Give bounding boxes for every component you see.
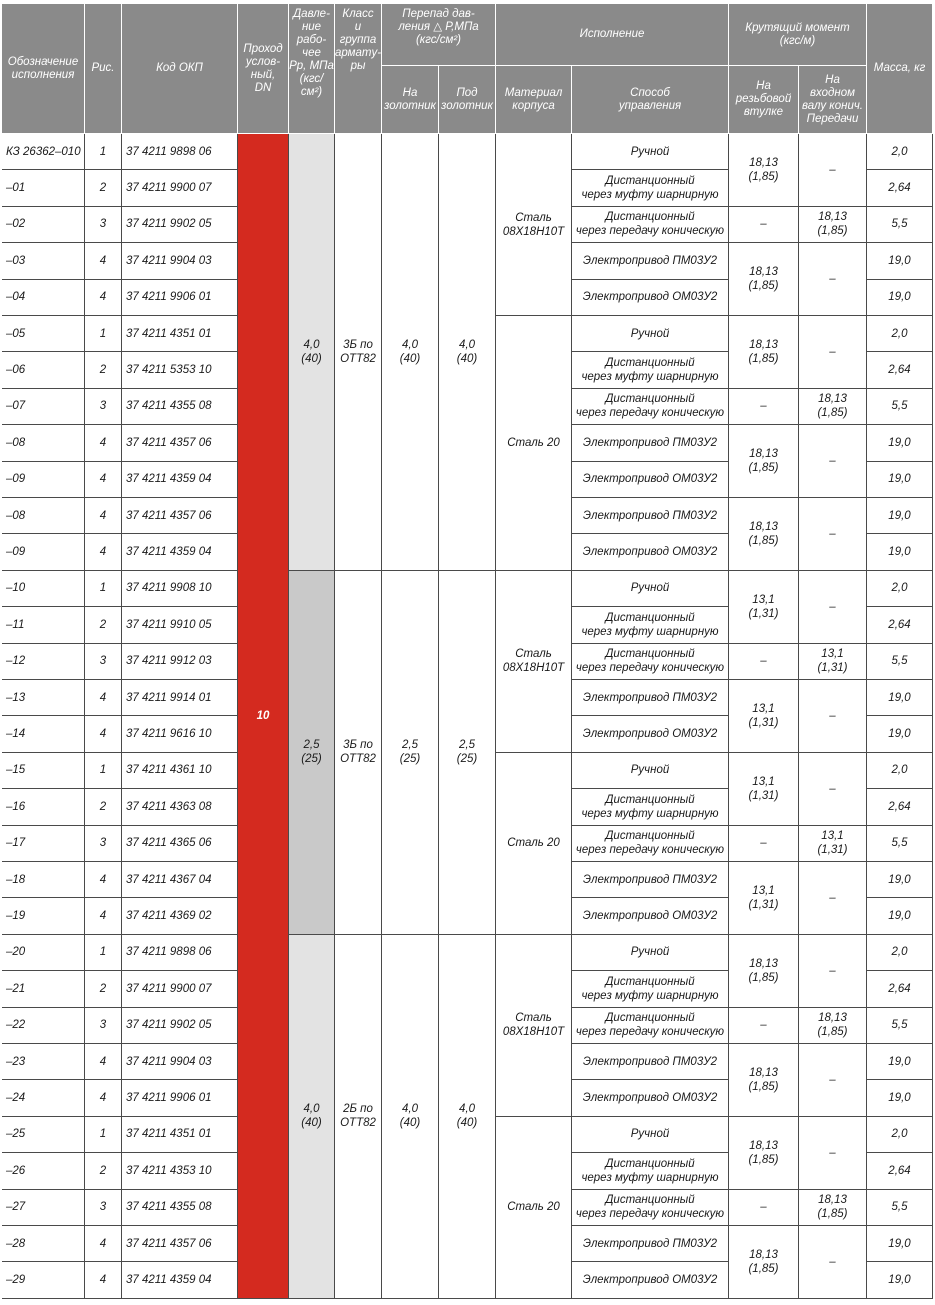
group-diff-on: 4,0 (40) (382, 134, 439, 571)
row-fig: 4 (85, 716, 122, 752)
row-fig: 4 (85, 1044, 122, 1080)
torque-shaft-cell: 18,13 (1,85) (799, 389, 867, 425)
header-control: Способ управления (572, 66, 729, 134)
torque-shaft-cell: – (799, 134, 867, 207)
row-mass: 5,5 (867, 207, 933, 243)
row-fig: 1 (85, 316, 122, 352)
row-mass: 19,0 (867, 534, 933, 570)
torque-sleeve-cell: 18,13 (1,85) (729, 498, 799, 571)
group-class: 3Б по ОТТ82 (335, 134, 382, 571)
group-pressure: 4,0 (40) (289, 935, 335, 1299)
row-control: Электропривод ОМ03У2 (572, 280, 729, 316)
row-control: Электропривод ОМ03У2 (572, 1080, 729, 1116)
row-okp: 37 4211 9616 10 (122, 716, 238, 752)
row-designation: –10 (2, 571, 85, 607)
row-mass: 19,0 (867, 1044, 933, 1080)
row-designation: –27 (2, 1190, 85, 1226)
header-mass: Масса, кг (867, 4, 933, 134)
row-designation: –01 (2, 170, 85, 206)
row-control: Ручной (572, 134, 729, 170)
row-okp: 37 4211 4361 10 (122, 753, 238, 789)
row-control: Дистанционный через передачу коническую (572, 207, 729, 243)
torque-shaft-cell: 13,1 (1,31) (799, 826, 867, 862)
torque-sleeve-cell: 18,13 (1,85) (729, 935, 799, 1008)
row-okp: 37 4211 4357 06 (122, 425, 238, 461)
row-designation: –17 (2, 826, 85, 862)
row-fig: 4 (85, 1226, 122, 1262)
row-fig: 2 (85, 170, 122, 206)
row-fig: 3 (85, 826, 122, 862)
row-mass: 19,0 (867, 498, 933, 534)
row-mass: 2,64 (867, 170, 933, 206)
row-designation: –28 (2, 1226, 85, 1262)
torque-shaft-cell: – (799, 243, 867, 316)
torque-sleeve-cell: – (729, 1008, 799, 1044)
row-fig: 3 (85, 644, 122, 680)
row-okp: 37 4211 9910 05 (122, 607, 238, 643)
header-torque: Крутящий момент (кгс/м) (729, 4, 867, 66)
row-fig: 4 (85, 243, 122, 279)
header-designation: Обозначение исполнения (2, 4, 85, 134)
torque-shaft-cell: – (799, 753, 867, 826)
torque-shaft-cell: 18,13 (1,85) (799, 207, 867, 243)
row-control: Дистанционный через передачу коническую (572, 1190, 729, 1226)
row-control: Электропривод ПМ03У2 (572, 680, 729, 716)
torque-sleeve-cell: 18,13 (1,85) (729, 134, 799, 207)
row-okp: 37 4211 9906 01 (122, 1080, 238, 1116)
row-control: Электропривод ПМ03У2 (572, 1226, 729, 1262)
row-control: Электропривод ОМ03У2 (572, 898, 729, 934)
row-fig: 2 (85, 352, 122, 388)
row-control: Дистанционный через муфту шарнирную (572, 352, 729, 388)
row-control: Ручной (572, 753, 729, 789)
row-mass: 19,0 (867, 425, 933, 461)
torque-sleeve-cell: – (729, 1190, 799, 1226)
row-control: Дистанционный через муфту шарнирную (572, 607, 729, 643)
row-control: Ручной (572, 316, 729, 352)
row-control: Дистанционный через муфту шарнирную (572, 1153, 729, 1189)
row-designation: –02 (2, 207, 85, 243)
row-control: Электропривод ПМ03У2 (572, 425, 729, 461)
row-control: Ручной (572, 571, 729, 607)
header-diff-on: На золотник (382, 66, 439, 134)
group-diff-under: 2,5 (25) (439, 571, 496, 935)
row-mass: 2,0 (867, 753, 933, 789)
row-okp: 37 4211 4351 01 (122, 316, 238, 352)
row-control: Электропривод ПМ03У2 (572, 243, 729, 279)
row-fig: 3 (85, 1190, 122, 1226)
row-okp: 37 4211 9902 05 (122, 207, 238, 243)
row-okp: 37 4211 5353 10 (122, 352, 238, 388)
row-fig: 2 (85, 1153, 122, 1189)
row-fig: 2 (85, 971, 122, 1007)
header-torque-shaft: На входном валу конич. Передачи (799, 66, 867, 134)
torque-shaft-cell: – (799, 1044, 867, 1117)
row-control: Электропривод ПМ03У2 (572, 1044, 729, 1080)
row-okp: 37 4211 4369 02 (122, 898, 238, 934)
row-control: Дистанционный через муфту шарнирную (572, 170, 729, 206)
row-designation: –13 (2, 680, 85, 716)
torque-shaft-cell: – (799, 425, 867, 498)
torque-sleeve-cell: 13,1 (1,31) (729, 571, 799, 644)
row-okp: 37 4211 4357 06 (122, 1226, 238, 1262)
row-control: Дистанционный через муфту шарнирную (572, 971, 729, 1007)
row-control: Электропривод ОМ03У2 (572, 534, 729, 570)
torque-sleeve-cell: – (729, 207, 799, 243)
row-fig: 1 (85, 134, 122, 170)
torque-sleeve-cell: 13,1 (1,31) (729, 680, 799, 753)
row-okp: 37 4211 9900 07 (122, 170, 238, 206)
torque-shaft-cell: 18,13 (1,85) (799, 1008, 867, 1044)
row-designation: –12 (2, 644, 85, 680)
row-control: Дистанционный через передачу коническую (572, 644, 729, 680)
row-mass: 19,0 (867, 680, 933, 716)
torque-sleeve-cell: 13,1 (1,31) (729, 862, 799, 935)
row-control: Дистанционный через передачу коническую (572, 389, 729, 425)
row-mass: 19,0 (867, 1080, 933, 1116)
row-okp: 37 4211 9904 03 (122, 243, 238, 279)
row-designation: –25 (2, 1117, 85, 1153)
row-designation: –06 (2, 352, 85, 388)
row-okp: 37 4211 9898 06 (122, 134, 238, 170)
row-control: Дистанционный через передачу коническую (572, 826, 729, 862)
row-control: Дистанционный через муфту шарнирную (572, 789, 729, 825)
torque-sleeve-cell: – (729, 826, 799, 862)
row-designation: –22 (2, 1008, 85, 1044)
group-diff-on: 2,5 (25) (382, 571, 439, 935)
row-okp: 37 4211 9912 03 (122, 644, 238, 680)
row-control: Ручной (572, 1117, 729, 1153)
material-cell: Сталь 08Х18Н10Т (496, 935, 572, 1117)
row-fig: 4 (85, 425, 122, 461)
torque-shaft-cell: – (799, 1226, 867, 1299)
material-cell: Сталь 20 (496, 1117, 572, 1299)
row-mass: 2,0 (867, 935, 933, 971)
row-designation: –15 (2, 753, 85, 789)
row-mass: 19,0 (867, 862, 933, 898)
group-pressure: 2,5 (25) (289, 571, 335, 935)
row-designation: –14 (2, 716, 85, 752)
row-designation: –24 (2, 1080, 85, 1116)
row-control: Электропривод ПМ03У2 (572, 862, 729, 898)
row-fig: 4 (85, 498, 122, 534)
row-okp: 37 4211 4357 06 (122, 498, 238, 534)
row-fig: 1 (85, 1117, 122, 1153)
row-fig: 4 (85, 1080, 122, 1116)
row-okp: 37 4211 4367 04 (122, 862, 238, 898)
row-designation: –09 (2, 462, 85, 498)
torque-sleeve-cell: 18,13 (1,85) (729, 1117, 799, 1190)
row-okp: 37 4211 4359 04 (122, 1262, 238, 1298)
row-mass: 2,0 (867, 571, 933, 607)
torque-shaft-cell: – (799, 571, 867, 644)
row-designation: –23 (2, 1044, 85, 1080)
header-dn: Проход услов- ный, DN (238, 4, 289, 134)
row-mass: 19,0 (867, 1226, 933, 1262)
torque-shaft-cell: – (799, 1117, 867, 1190)
group-class: 2Б по ОТТ82 (335, 935, 382, 1299)
torque-shaft-cell: – (799, 935, 867, 1008)
header-pressure: Давле- ние рабо- чее Рр, МПа (кгс/см²) (289, 4, 335, 134)
row-mass: 19,0 (867, 280, 933, 316)
header-execution: Исполнение (496, 4, 729, 66)
row-designation: –20 (2, 935, 85, 971)
torque-sleeve-cell: 18,13 (1,85) (729, 316, 799, 389)
group-diff-under: 4,0 (40) (439, 134, 496, 571)
torque-shaft-cell: – (799, 316, 867, 389)
group-pressure: 4,0 (40) (289, 134, 335, 571)
row-okp: 37 4211 4359 04 (122, 534, 238, 570)
row-okp: 37 4211 9898 06 (122, 935, 238, 971)
row-fig: 2 (85, 607, 122, 643)
row-okp: 37 4211 4359 04 (122, 462, 238, 498)
row-designation: –08 (2, 498, 85, 534)
row-mass: 2,64 (867, 607, 933, 643)
row-designation: –09 (2, 534, 85, 570)
row-designation: –26 (2, 1153, 85, 1189)
header-class: Класс и группа арматy- ры (335, 4, 382, 134)
torque-sleeve-cell: 18,13 (1,85) (729, 243, 799, 316)
row-fig: 4 (85, 680, 122, 716)
row-designation: –08 (2, 425, 85, 461)
torque-sleeve-cell: – (729, 644, 799, 680)
torque-sleeve-cell: 18,13 (1,85) (729, 425, 799, 498)
row-mass: 5,5 (867, 644, 933, 680)
torque-sleeve-cell: 18,13 (1,85) (729, 1044, 799, 1117)
torque-shaft-cell: – (799, 498, 867, 571)
row-okp: 37 4211 9908 10 (122, 571, 238, 607)
row-okp: 37 4211 4363 08 (122, 789, 238, 825)
torque-shaft-cell: – (799, 680, 867, 753)
row-mass: 2,0 (867, 134, 933, 170)
row-control: Электропривод ОМ03У2 (572, 1262, 729, 1298)
header-okp: Код ОКП (122, 4, 238, 134)
row-control: Электропривод ОМ03У2 (572, 716, 729, 752)
row-designation: –16 (2, 789, 85, 825)
torque-shaft-cell: – (799, 862, 867, 935)
row-fig: 4 (85, 534, 122, 570)
row-control: Электропривод ОМ03У2 (572, 462, 729, 498)
row-okp: 37 4211 4355 08 (122, 389, 238, 425)
row-control: Электропривод ПМ03У2 (572, 498, 729, 534)
row-fig: 4 (85, 462, 122, 498)
row-designation: –29 (2, 1262, 85, 1298)
torque-shaft-cell: 13,1 (1,31) (799, 644, 867, 680)
row-designation: –07 (2, 389, 85, 425)
row-mass: 5,5 (867, 1190, 933, 1226)
group-diff-under: 4,0 (40) (439, 935, 496, 1299)
row-okp: 37 4211 4353 10 (122, 1153, 238, 1189)
row-mass: 19,0 (867, 716, 933, 752)
torque-sleeve-cell: 13,1 (1,31) (729, 753, 799, 826)
material-cell: Сталь 20 (496, 753, 572, 935)
row-okp: 37 4211 4355 08 (122, 1190, 238, 1226)
row-designation: –03 (2, 243, 85, 279)
row-fig: 4 (85, 280, 122, 316)
row-designation: –19 (2, 898, 85, 934)
row-mass: 5,5 (867, 826, 933, 862)
spec-table (2, 4, 933, 1300)
row-mass: 2,64 (867, 789, 933, 825)
header-fig: Рис. (85, 4, 122, 134)
material-cell: Сталь 08Х18Н10Т (496, 134, 572, 316)
row-control: Ручной (572, 935, 729, 971)
row-fig: 4 (85, 1262, 122, 1298)
row-fig: 1 (85, 571, 122, 607)
row-mass: 19,0 (867, 243, 933, 279)
group-diff-on: 4,0 (40) (382, 935, 439, 1299)
row-okp: 37 4211 9904 03 (122, 1044, 238, 1080)
row-okp: 37 4211 4365 06 (122, 826, 238, 862)
row-mass: 2,0 (867, 316, 933, 352)
header-diff: Перепад дав- ления △ Р,МПа (кгс/см²) (382, 4, 496, 66)
torque-shaft-cell: 18,13 (1,85) (799, 1190, 867, 1226)
row-mass: 2,64 (867, 971, 933, 1007)
row-control: Дистанционный через передачу коническую (572, 1008, 729, 1044)
row-fig: 1 (85, 935, 122, 971)
row-designation: –18 (2, 862, 85, 898)
row-designation: КЗ 26362–010 (2, 134, 85, 170)
row-fig: 4 (85, 862, 122, 898)
header-diff-under: Под золотник (439, 66, 496, 134)
header-torque-sleeve: На резьбовой втулке (729, 66, 799, 134)
torque-sleeve-cell: 18,13 (1,85) (729, 1226, 799, 1299)
row-fig: 3 (85, 207, 122, 243)
row-mass: 5,5 (867, 1008, 933, 1044)
row-fig: 3 (85, 389, 122, 425)
row-fig: 4 (85, 898, 122, 934)
row-okp: 37 4211 9902 05 (122, 1008, 238, 1044)
row-mass: 2,64 (867, 1153, 933, 1189)
row-mass: 5,5 (867, 389, 933, 425)
row-okp: 37 4211 9906 01 (122, 280, 238, 316)
material-cell: Сталь 20 (496, 316, 572, 571)
row-fig: 3 (85, 1008, 122, 1044)
row-designation: –04 (2, 280, 85, 316)
row-fig: 2 (85, 789, 122, 825)
row-mass: 2,64 (867, 352, 933, 388)
row-mass: 2,0 (867, 1117, 933, 1153)
row-okp: 37 4211 4351 01 (122, 1117, 238, 1153)
group-class: 3Б по ОТТ82 (335, 571, 382, 935)
row-mass: 19,0 (867, 462, 933, 498)
row-designation: –11 (2, 607, 85, 643)
material-cell: Сталь 08Х18Н10Т (496, 571, 572, 753)
header-material: Материал корпуса (496, 66, 572, 134)
row-okp: 37 4211 9900 07 (122, 971, 238, 1007)
row-designation: –21 (2, 971, 85, 1007)
row-fig: 1 (85, 753, 122, 789)
row-designation: –05 (2, 316, 85, 352)
row-mass: 19,0 (867, 898, 933, 934)
row-mass: 19,0 (867, 1262, 933, 1298)
dn-value: 10 (238, 134, 289, 1299)
row-okp: 37 4211 9914 01 (122, 680, 238, 716)
torque-sleeve-cell: – (729, 389, 799, 425)
